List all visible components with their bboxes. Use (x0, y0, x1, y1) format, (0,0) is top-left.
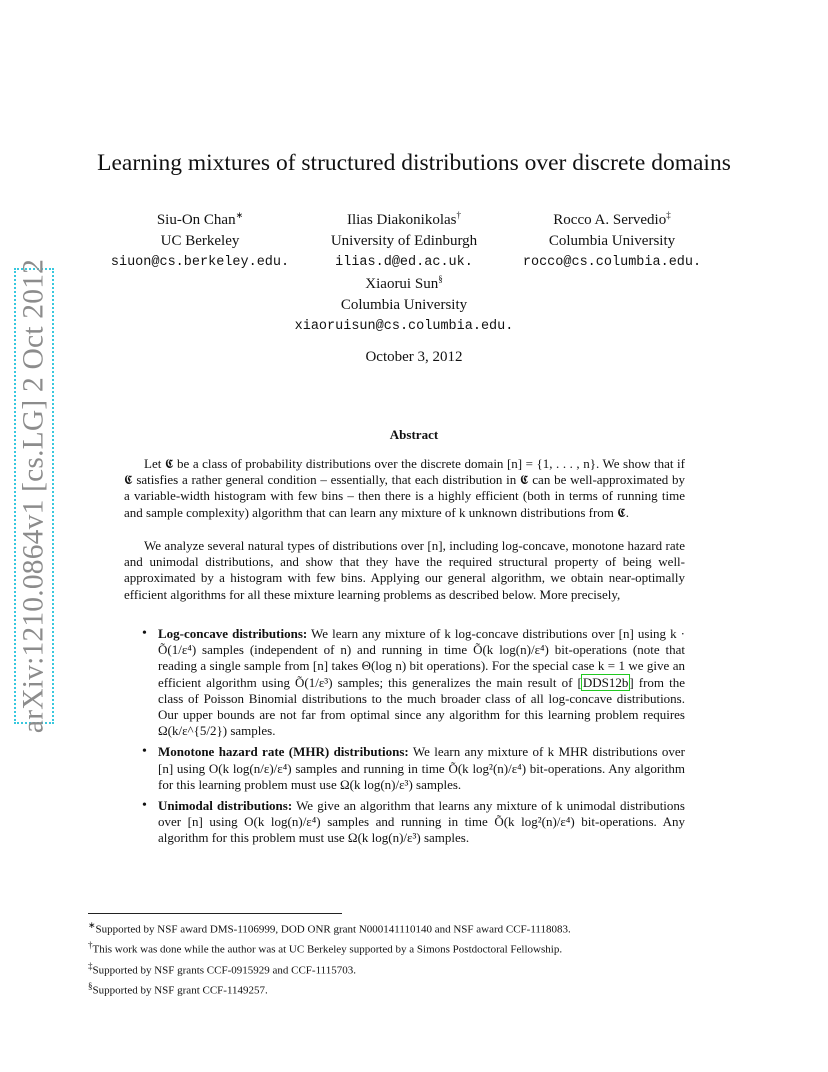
author-affiliation: Columbia University (548, 233, 676, 249)
item-heading: Log-concave distributions: (158, 626, 308, 641)
author-block (492, 205, 732, 273)
list-item: • Log-concave distributions: We learn any mixture of k log-concave distributions over [n] using k · Õ(1/ε⁴) samples (independent of n) and running in time Õ(k log(n)/ε⁴) bit-operations (note that reading a single sample from [n] takes Θ(log n) bit operations). For the special case k = 1 we give an efficient algorithm using Õ(1/ε³) samples; this generalizes the main result of [DDS12b] from the class of Poisson Binomial distributions to the much broader class of all log-concave distributions. Our upper bounds are not far from optimal since any algorithm for this learning problem requires Ω(k/ε^{5/2}) samples. (140, 626, 685, 739)
paper-title: Learning mixtures of structured distributions over discrete domains (97, 150, 731, 176)
arxiv-stamp (14, 258, 54, 734)
author-name: Siu-On Chan (156, 212, 236, 228)
item-text: We learn any mixture of k MHR distributions over [n] using O(k log(n/ε)/ε⁴) samples and running in time Õ(k log²(n)/ε⁴) bit-operations. Any algorithm for this learning problem must use Ω(k log(n)/ε³) samples. (158, 744, 685, 792)
footnote-text: Supported by NSF grants CCF-0915929 and CCF-1115703. (92, 964, 357, 977)
author-name: Xiaorui Sun (365, 276, 439, 292)
author-affiliation: UC Berkeley (160, 233, 240, 249)
footnote-mark: ∗ (235, 210, 244, 220)
paper-date: October 3, 2012 (365, 349, 463, 365)
author-email: siuon@cs.berkeley.edu. (110, 255, 290, 270)
author-affiliation: University of Edinburgh (330, 233, 478, 249)
author-name: Rocco A. Servedio (553, 212, 667, 228)
footnote-text: Supported by NSF grant CCF-1149257. (92, 984, 268, 997)
abstract-paragraph: We analyze several natural types of distributions over [n], including log-concave, monotone hazard rate and unimodal distributions, and show that they have the required structural property of being well-approximated by a histogram with few bins. Applying our general algorithm, we obtain near-optimally efficient algorithms for all these mixture learning problems as described below. More precisely, (124, 538, 685, 602)
author-block (284, 269, 524, 337)
item-text: We learn any mixture of k log-concave distributions over [n] using k · Õ(1/ε⁴) samples (independent of n) and running in time Õ(k log(n)/ε⁴) bit-operations (note that reading a single sample from [n] takes Θ(log n) bit operations). For the special case k = 1 we give an efficient algorithm using Õ(1/ε³) samples; this generalizes the main result of (158, 626, 685, 690)
footnote-mark: ‡ (88, 960, 93, 971)
footnote-mark: ‡ (666, 210, 671, 220)
author-affiliation: Columbia University (340, 297, 468, 313)
footnote-mark: ∗ (88, 920, 96, 930)
author-email: ilias.d@ed.ac.uk. (335, 255, 473, 270)
footnote (88, 959, 708, 979)
footnote-text: Supported by NSF award DMS-1106999, DOD ONR grant N000141110140 and NSF award CCF-1118083. (95, 923, 571, 936)
footnote (88, 938, 708, 958)
footnote-mark: § (88, 980, 93, 991)
footnote (88, 918, 708, 938)
item-text: We give an algorithm that learns any mixture of k unimodal distributions over [n] using O(k log(n)/ε⁴) samples and running in time Õ(k log²(n)/ε⁴) bit-operations. Any algorithm for this problem must use Ω(k log(n)/ε³) samples. (158, 798, 685, 846)
footnotes (88, 918, 708, 999)
author-email: rocco@cs.columbia.edu. (522, 255, 702, 270)
results-list (140, 626, 685, 852)
arxiv-stamp-text: arXiv:1210.0864v1 [cs.LG] 2 Oct 2012 (17, 258, 50, 734)
author-email: xiaoruisun@cs.columbia.edu. (294, 319, 514, 334)
footnote-mark: § (438, 274, 443, 284)
footnote-divider (88, 913, 342, 914)
citation-link[interactable]: DDS12b (582, 674, 629, 690)
author-block (284, 205, 524, 273)
author-name: Ilias Diakonikolas (346, 212, 457, 228)
footnote-text: This work was done while the author was at UC Berkeley supported by a Simons Postdoctoral Fellowship. (92, 943, 563, 956)
footnote-mark: † (456, 210, 462, 220)
item-text: from the class of Poisson Binomial distributions to the much broader class of all log-concave distributions. Our upper bounds are not far from optimal since any algorithm for this learning problem requires Ω(k/ε^{5/2}) samples. (158, 674, 685, 739)
footnote (88, 979, 708, 999)
abstract-paragraph: Let 𝕮 be a class of probability distributions over the discrete domain [n] = {1, . . . , n}. We show that if 𝕮 satisfies a rather general condition – essentially, that each distribution in 𝕮 can be well-approximated by a variable-width histogram with few bins – then there is a highly efficient (both in terms of running time and sample complexity) algorithm that can learn any mixture of k unknown distributions from 𝕮. (124, 456, 685, 520)
footnote-mark: † (88, 940, 93, 951)
abstract-heading: Abstract (389, 427, 439, 442)
list-item (140, 798, 685, 847)
item-heading: Monotone hazard rate (MHR) distributions: (158, 744, 409, 760)
list-item (140, 744, 685, 793)
item-heading: Unimodal distributions: (158, 798, 293, 814)
